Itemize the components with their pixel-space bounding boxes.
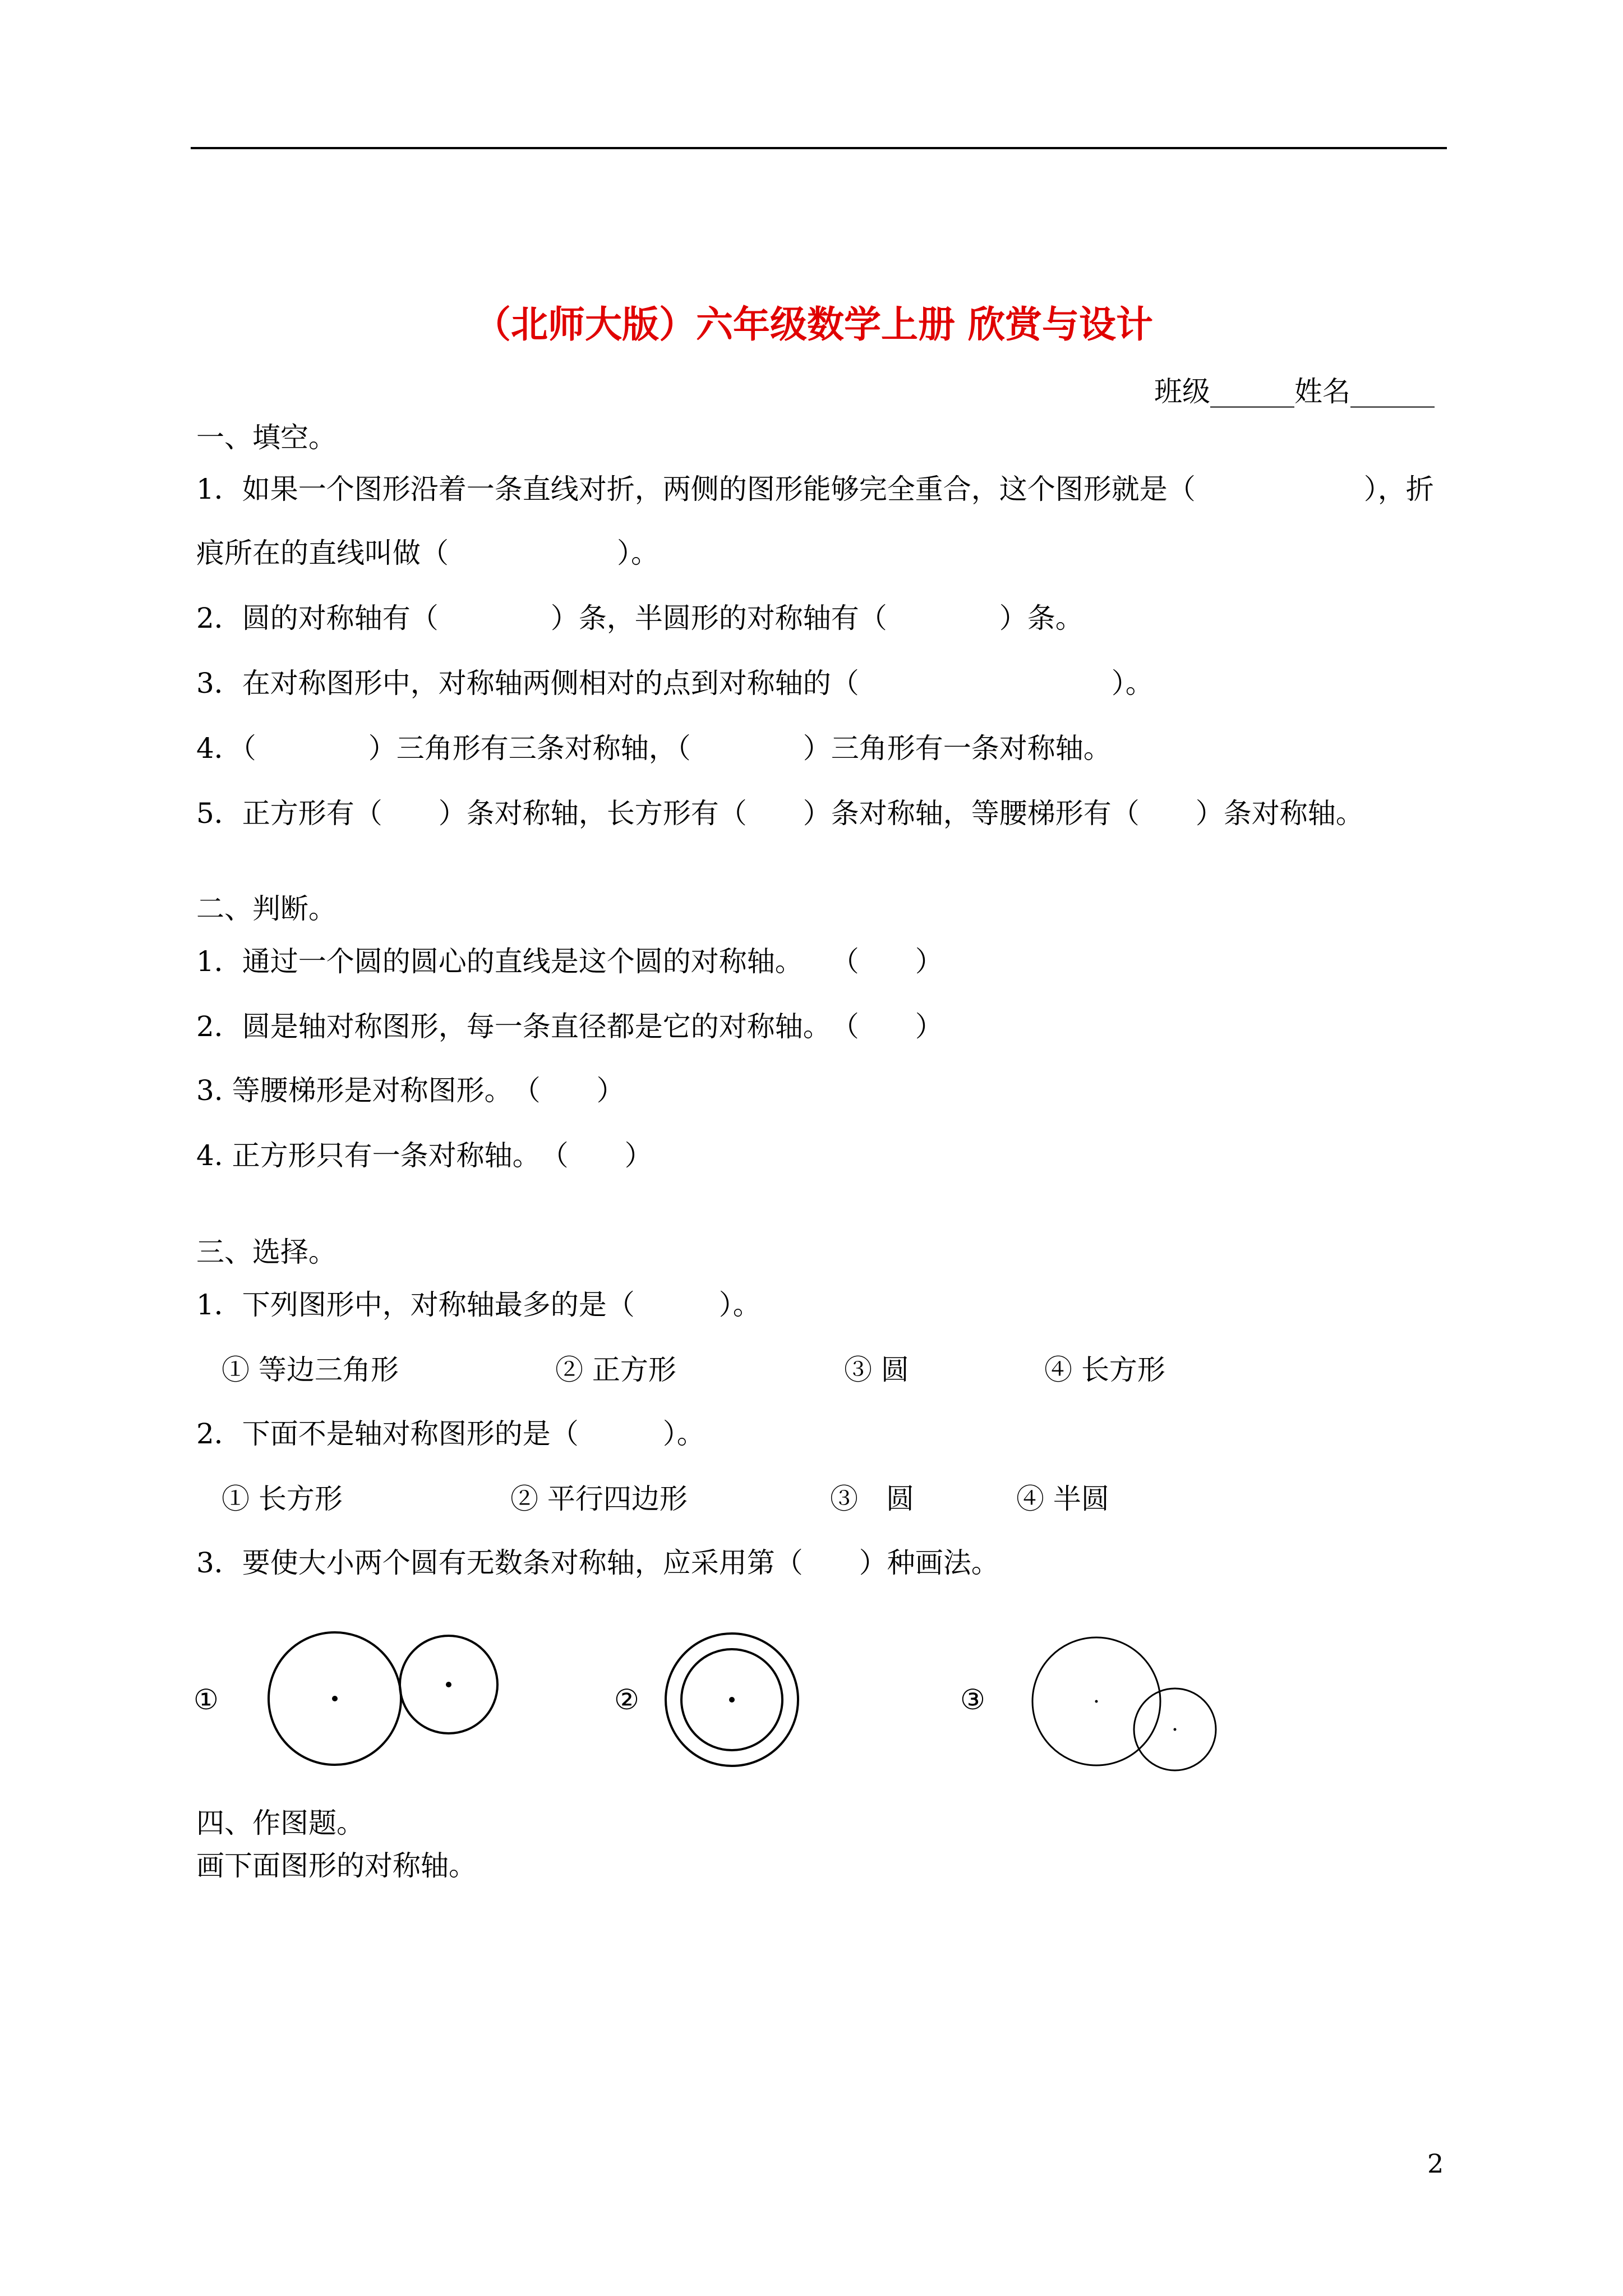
q1-option-4: ④ 长方形 xyxy=(1044,1354,1165,1386)
drawing-instruction: 画下面图形的对称轴。 xyxy=(196,1849,477,1882)
section-heading-judge: 二、判断。 xyxy=(196,892,336,925)
header-rule xyxy=(191,147,1447,149)
question-3-2: 2．下面不是轴对称图形的是（ ）。 xyxy=(196,1418,705,1450)
question-1-2: 2．圆的对称轴有（ ）条，半圆形的对称轴有（ ）条。 xyxy=(196,602,1083,634)
question-2-1: 1．通过一个圆的圆心的直线是这个圆的对称轴。 （ ） xyxy=(196,945,943,978)
class-name-line: 班级______姓名______ xyxy=(1154,375,1435,408)
figure-1-small-center xyxy=(446,1682,451,1687)
q1-option-3: ③ 圆 xyxy=(844,1354,909,1386)
q2-option-1: ① 长方形 xyxy=(222,1483,343,1515)
figure-1-tangent-circles xyxy=(264,1630,522,1770)
q1-option-1: ① 等边三角形 xyxy=(222,1354,399,1386)
figure-3-intersecting-circles xyxy=(1032,1635,1234,1787)
question-1-5: 5．正方形有（ ）条对称轴，长方形有（ ）条对称轴，等腰梯形有（ ）条对称轴。 xyxy=(196,797,1364,830)
section-heading-fill: 一、填空。 xyxy=(196,421,336,454)
figure-label-3: ③ xyxy=(960,1683,985,1716)
document-title: （北师大版）六年级数学上册 欣赏与设计 xyxy=(474,302,1153,346)
page-number: 2 xyxy=(1427,2148,1444,2179)
q1-option-2: ② 正方形 xyxy=(555,1354,676,1386)
question-3-1: 1．下列图形中，对称轴最多的是（ ）。 xyxy=(196,1289,761,1321)
figure-2-center xyxy=(729,1697,735,1703)
question-2-4: 4. 正方形只有一条对称轴。 （ ） xyxy=(196,1139,653,1172)
question-3-3: 3．要使大小两个圆有无数条对称轴，应采用第（ ）种画法。 xyxy=(196,1547,999,1579)
question-2-2: 2．圆是轴对称图形，每一条直径都是它的对称轴。 （ ） xyxy=(196,1010,943,1043)
question-1-1-line-2: 痕所在的直线叫做（ ）。 xyxy=(196,537,659,569)
figure-2-concentric-circles xyxy=(662,1631,808,1777)
question-1-1-line-1: 1．如果一个图形沿着一条直线对折，两侧的图形能够完全重合，这个图形就是（ ），折 xyxy=(196,473,1434,505)
question-1-4: 4．（ ）三角形有三条对称轴，（ ）三角形有一条对称轴。 xyxy=(196,732,1112,765)
q2-option-2: ② 平行四边形 xyxy=(510,1483,688,1515)
q2-option-4: ④ 半圆 xyxy=(1016,1483,1109,1515)
q2-option-3: ③ 圆 xyxy=(830,1483,914,1515)
question-2-3: 3. 等腰梯形是对称图形。 （ ） xyxy=(196,1074,625,1107)
question-1-3: 3．在对称图形中，对称轴两侧相对的点到对称轴的（ ）。 xyxy=(196,667,1154,700)
figure-label-2: ② xyxy=(614,1683,639,1716)
section-heading-choice: 三、选择。 xyxy=(196,1236,336,1268)
figure-1-large-center xyxy=(332,1696,338,1701)
figure-3-large-center xyxy=(1095,1700,1098,1703)
figure-label-1: ① xyxy=(193,1683,219,1716)
figure-3-small-center xyxy=(1174,1728,1177,1731)
section-heading-drawing: 四、作图题。 xyxy=(196,1807,365,1839)
